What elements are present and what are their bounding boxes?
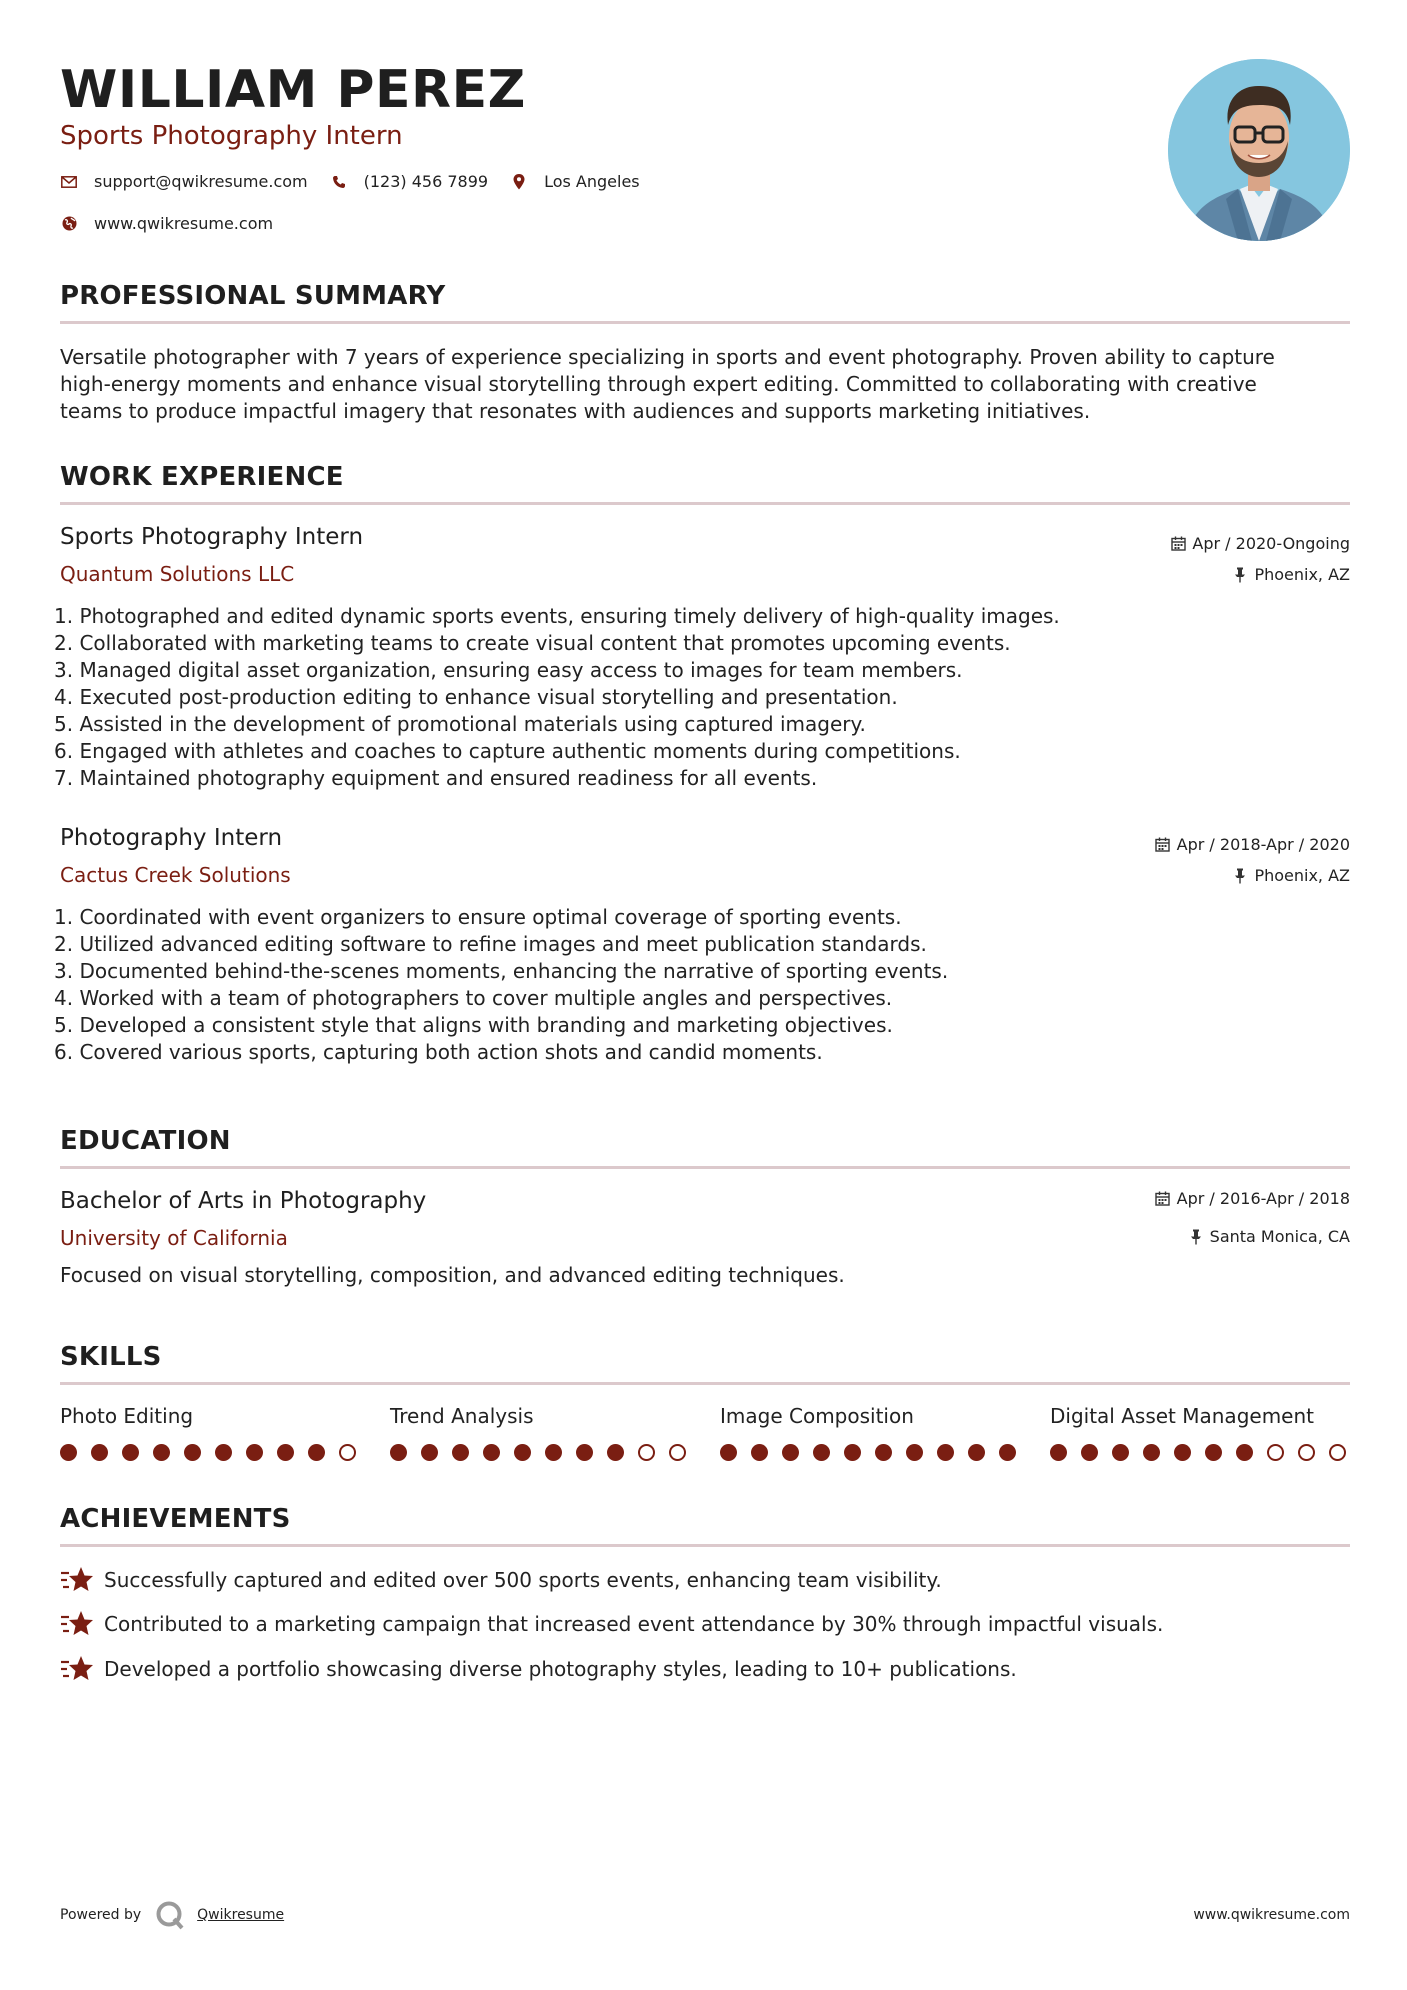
education-location (1188, 1227, 1350, 1246)
rating-dot-filled (1236, 1444, 1253, 1461)
job-bullets (54, 904, 1350, 1066)
list-item: 3. Managed digital asset organization, ensuring easy access to images for team members. (54, 658, 963, 682)
skill-item (720, 1404, 1020, 1461)
rating-dot-filled (875, 1444, 892, 1461)
achievement-text: Contributed to a marketing campaign that increased event attendance by 30% through impactful visuals. (104, 1612, 1164, 1636)
education-dates (1155, 1189, 1350, 1208)
job-location (1232, 866, 1350, 885)
skill-item (1050, 1404, 1350, 1461)
rating-dot-filled (844, 1444, 861, 1461)
contact-website[interactable] (60, 214, 273, 233)
job-dates-text: Apr / 2020-Ongoing (1192, 534, 1350, 553)
education-location-text: Santa Monica, CA (1209, 1227, 1350, 1246)
calendar-icon (1155, 1191, 1171, 1207)
contact-row-1 (60, 172, 662, 191)
job-company: Quantum Solutions LLC (60, 562, 295, 586)
list-item: 5. Assisted in the development of promotional materials using captured imagery. (54, 712, 866, 736)
job-company: Cactus Creek Solutions (60, 863, 291, 887)
calendar-icon (1170, 536, 1186, 552)
skill-rating (390, 1444, 690, 1461)
education-degree: Bachelor of Arts in Photography (60, 1188, 427, 1214)
job-role: Sports Photography Intern (60, 524, 364, 550)
pushpin-icon (1232, 567, 1248, 583)
rating-dot-filled (514, 1444, 531, 1461)
powered-by-label: Powered by (60, 1907, 142, 1923)
rating-dot-filled (483, 1444, 500, 1461)
skills-divider (60, 1382, 1350, 1385)
rating-dot-filled (452, 1444, 469, 1461)
skill-rating (1050, 1444, 1350, 1461)
rating-dot-filled (751, 1444, 768, 1461)
profile-photo (1168, 59, 1350, 241)
calendar-icon (1155, 837, 1171, 853)
rating-dot-filled (720, 1444, 737, 1461)
job-location-text: Phoenix, AZ (1254, 866, 1350, 885)
rating-dot-filled (937, 1444, 954, 1461)
achievement-item (60, 1609, 1163, 1639)
rating-dot-filled (277, 1444, 294, 1461)
rating-dot-empty (339, 1444, 356, 1461)
email-text: support@qwikresume.com (94, 172, 308, 191)
summary-text (60, 344, 1350, 425)
phone-icon (330, 173, 348, 191)
job-location-text: Phoenix, AZ (1254, 565, 1350, 584)
education-heading: EDUCATION (60, 1126, 231, 1156)
rating-dot-filled (308, 1444, 325, 1461)
resume-page (54, 0, 1350, 1990)
qwikresume-logo-icon (155, 1900, 185, 1930)
experience-divider (60, 502, 1350, 505)
education-divider (60, 1166, 1350, 1169)
skill-name: Photo Editing (60, 1404, 194, 1428)
summary-line: teams to produce impactful imagery that resonates with audiences and supports marketing initiatives. (60, 399, 1091, 423)
job-dates (1170, 534, 1350, 553)
contact-row-2 (60, 214, 295, 233)
list-item: 1. Coordinated with event organizers to ensure optimal coverage of sporting events. (54, 905, 902, 929)
rating-dot-filled (153, 1444, 170, 1461)
achievement-text: Successfully captured and edited over 500 sports events, enhancing team visibility. (104, 1568, 942, 1592)
candidate-name: WILLIAM PEREZ (60, 60, 526, 120)
rating-dot-filled (60, 1444, 77, 1461)
rating-dot-filled (184, 1444, 201, 1461)
candidate-title: Sports Photography Intern (60, 121, 403, 151)
skill-rating (720, 1444, 1020, 1461)
rating-dot-filled (968, 1444, 985, 1461)
list-item: 5. Developed a consistent style that aligns with branding and marketing objectives. (54, 1013, 893, 1037)
summary-divider (60, 321, 1350, 324)
rating-dot-filled (246, 1444, 263, 1461)
list-item: 7. Maintained photography equipment and ensured readiness for all events. (54, 766, 818, 790)
pushpin-icon (1232, 868, 1248, 884)
rating-dot-empty (1267, 1444, 1284, 1461)
contact-phone[interactable] (330, 172, 488, 191)
experience-heading: WORK EXPERIENCE (60, 462, 344, 492)
job-role: Photography Intern (60, 825, 283, 851)
star-award-icon (60, 1565, 94, 1595)
rating-dot-filled (1081, 1444, 1098, 1461)
rating-dot-filled (390, 1444, 407, 1461)
rating-dot-filled (122, 1444, 139, 1461)
list-item: 2. Utilized advanced editing software to refine images and meet publication standards. (54, 932, 927, 956)
star-award-icon (60, 1654, 94, 1684)
rating-dot-filled (421, 1444, 438, 1461)
achievements-divider (60, 1544, 1350, 1547)
list-item: 4. Worked with a team of photographers to cover multiple angles and perspectives. (54, 986, 893, 1010)
footer-website[interactable]: www.qwikresume.com (1193, 1907, 1350, 1923)
rating-dot-filled (576, 1444, 593, 1461)
contact-location (510, 172, 640, 191)
skill-rating (60, 1444, 360, 1461)
rating-dot-filled (1050, 1444, 1067, 1461)
rating-dot-empty (1298, 1444, 1315, 1461)
skill-name: Trend Analysis (390, 1404, 534, 1428)
rating-dot-filled (1174, 1444, 1191, 1461)
education-school: University of California (60, 1226, 288, 1250)
rating-dot-filled (999, 1444, 1016, 1461)
rating-dot-empty (1329, 1444, 1346, 1461)
rating-dot-empty (638, 1444, 655, 1461)
list-item: 3. Documented behind-the-scenes moments, enhancing the narrative of sporting events. (54, 959, 949, 983)
job-location (1232, 565, 1350, 584)
list-item: 6. Covered various sports, capturing both action shots and candid moments. (54, 1040, 823, 1064)
achievement-item (60, 1565, 942, 1595)
footer-powered-by (60, 1900, 284, 1930)
list-item: 4. Executed post-production editing to enhance visual storytelling and presentation. (54, 685, 898, 709)
website-text: www.qwikresume.com (94, 214, 274, 233)
contact-email[interactable] (60, 172, 308, 191)
list-item: 2. Collaborated with marketing teams to create visual content that promotes upcoming events. (54, 631, 1011, 655)
achievements-heading: ACHIEVEMENTS (60, 1504, 291, 1534)
envelope-icon (60, 173, 78, 191)
location-text: Los Angeles (544, 172, 640, 191)
summary-heading: PROFESSIONAL SUMMARY (60, 281, 446, 311)
skill-name: Digital Asset Management (1050, 1404, 1314, 1428)
achievement-item (60, 1654, 1017, 1684)
rating-dot-filled (813, 1444, 830, 1461)
pushpin-icon (1188, 1229, 1204, 1245)
rating-dot-filled (906, 1444, 923, 1461)
qwikresume-link[interactable]: Qwikresume (197, 1907, 285, 1923)
skills-heading: SKILLS (60, 1342, 162, 1372)
skill-name: Image Composition (720, 1404, 914, 1428)
summary-line: Versatile photographer with 7 years of experience specializing in sports and event photography. Proven ability to capture (60, 345, 1275, 369)
achievement-text: Developed a portfolio showcasing diverse photography styles, leading to 10+ publications. (104, 1657, 1017, 1681)
job-dates (1155, 835, 1350, 854)
phone-text: (123) 456 7899 (363, 172, 489, 191)
map-pin-icon (510, 173, 528, 191)
rating-dot-filled (1143, 1444, 1160, 1461)
education-description: Focused on visual storytelling, composition, and advanced editing techniques. (60, 1263, 845, 1287)
rating-dot-filled (782, 1444, 799, 1461)
list-item: 1. Photographed and edited dynamic sports events, ensuring timely delivery of high-quality images. (54, 604, 1060, 628)
rating-dot-filled (545, 1444, 562, 1461)
rating-dot-empty (669, 1444, 686, 1461)
summary-line: high-energy moments and enhance visual storytelling through expert editing. Committed to collaborating with creative (60, 372, 1257, 396)
skill-item (60, 1404, 360, 1461)
rating-dot-filled (607, 1444, 624, 1461)
star-award-icon (60, 1609, 94, 1639)
skill-item (390, 1404, 690, 1461)
job-dates-text: Apr / 2018-Apr / 2020 (1176, 835, 1350, 854)
rating-dot-filled (215, 1444, 232, 1461)
globe-icon (60, 215, 78, 233)
job-bullets (54, 603, 1350, 792)
rating-dot-filled (91, 1444, 108, 1461)
education-dates-text: Apr / 2016-Apr / 2018 (1176, 1189, 1350, 1208)
list-item: 6. Engaged with athletes and coaches to capture authentic moments during competitions. (54, 739, 961, 763)
rating-dot-filled (1112, 1444, 1129, 1461)
rating-dot-filled (1205, 1444, 1222, 1461)
